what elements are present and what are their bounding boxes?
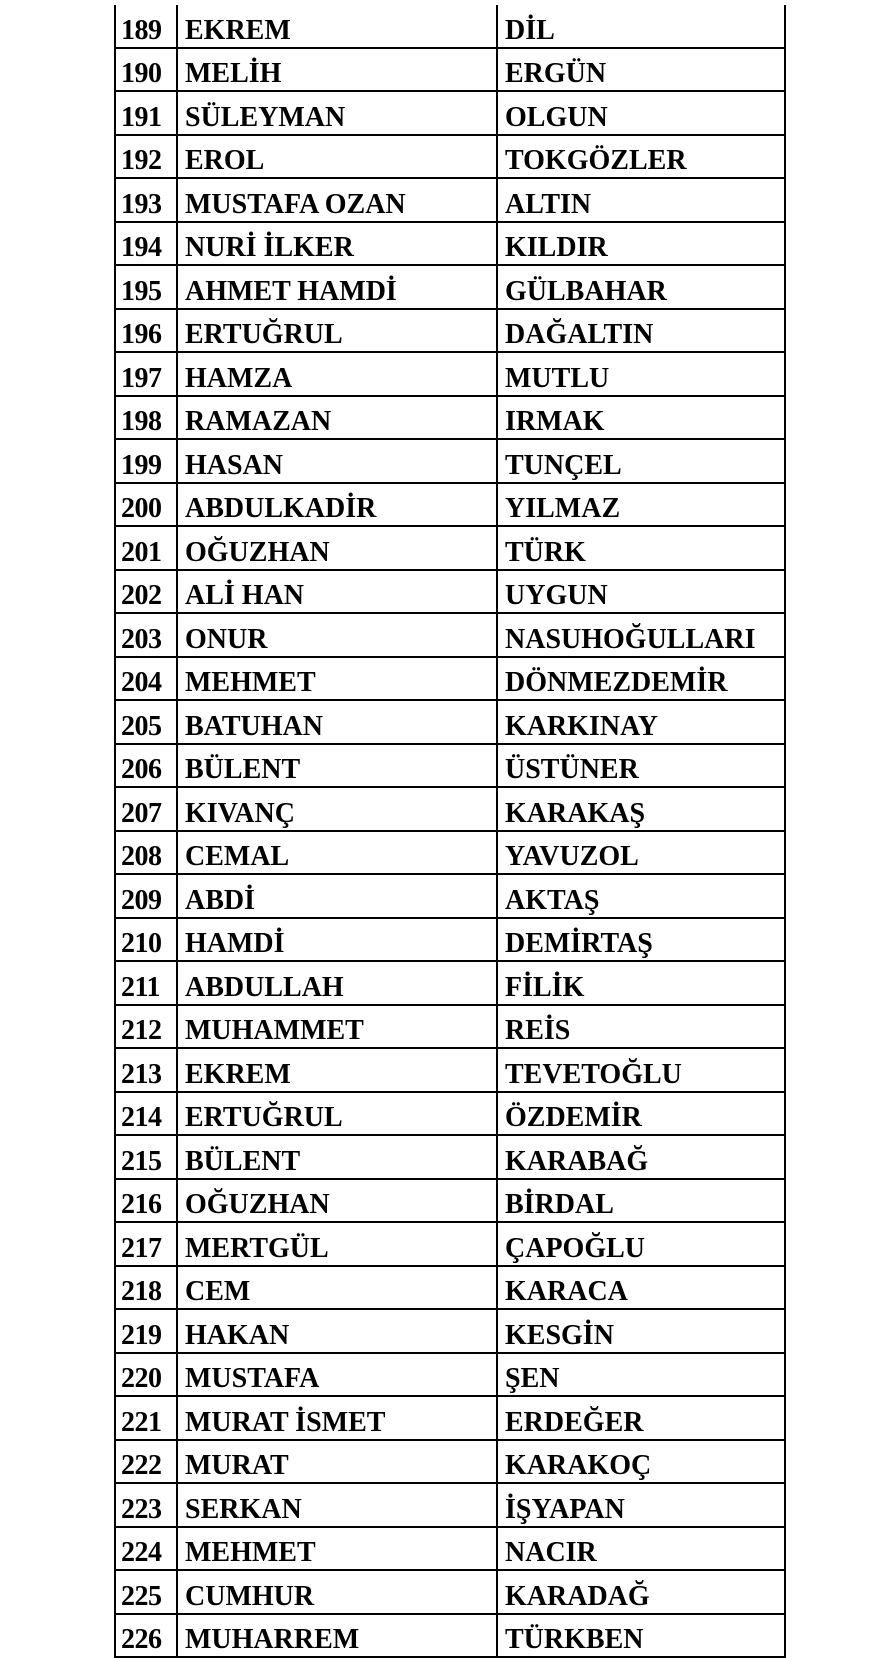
row-number-cell: 190	[115, 48, 177, 92]
row-number-cell: 194	[115, 222, 177, 266]
table-row	[115, 1527, 785, 1571]
table-body	[115, 5, 785, 1657]
row-number-cell: 209	[115, 874, 177, 918]
surname-cell: DEMİRTAŞ	[497, 918, 785, 962]
first-name-cell: EKREM	[177, 5, 497, 48]
surname-cell: TÜRKBEN	[497, 1614, 785, 1658]
surname-cell: KESGİN	[497, 1309, 785, 1353]
first-name-cell: BÜLENT	[177, 744, 497, 788]
table-row	[115, 961, 785, 1005]
table-row	[115, 178, 785, 222]
surname-cell: DAĞALTIN	[497, 309, 785, 353]
surname-cell: ERGÜN	[497, 48, 785, 92]
table-row	[115, 1396, 785, 1440]
row-number-cell: 221	[115, 1396, 177, 1440]
first-name-cell: ERTUĞRUL	[177, 1092, 497, 1136]
table-row	[115, 744, 785, 788]
surname-cell: ERDEĞER	[497, 1396, 785, 1440]
row-number-cell: 224	[115, 1527, 177, 1571]
table-row	[115, 831, 785, 875]
surname-cell: KARAKOÇ	[497, 1440, 785, 1484]
first-name-cell: NURİ İLKER	[177, 222, 497, 266]
row-number-cell: 202	[115, 570, 177, 614]
surname-cell: ŞEN	[497, 1353, 785, 1397]
first-name-cell: MERTGÜL	[177, 1222, 497, 1266]
first-name-cell: CUMHUR	[177, 1570, 497, 1614]
first-name-cell: ALİ HAN	[177, 570, 497, 614]
row-number-cell: 192	[115, 135, 177, 179]
row-number-cell: 205	[115, 700, 177, 744]
row-number-cell: 223	[115, 1483, 177, 1527]
first-name-cell: OĞUZHAN	[177, 1179, 497, 1223]
row-number-cell: 208	[115, 831, 177, 875]
surname-cell: AKTAŞ	[497, 874, 785, 918]
first-name-cell: HASAN	[177, 439, 497, 483]
row-number-cell: 200	[115, 483, 177, 527]
surname-cell: REİS	[497, 1005, 785, 1049]
row-number-cell: 198	[115, 396, 177, 440]
row-number-cell: 225	[115, 1570, 177, 1614]
row-number-cell: 191	[115, 91, 177, 135]
table-row	[115, 1048, 785, 1092]
row-number-cell: 201	[115, 526, 177, 570]
table-row	[115, 396, 785, 440]
row-number-cell: 211	[115, 961, 177, 1005]
first-name-cell: SERKAN	[177, 1483, 497, 1527]
surname-cell: FİLİK	[497, 961, 785, 1005]
surname-cell: IRMAK	[497, 396, 785, 440]
table-row	[115, 5, 785, 48]
row-number-cell: 226	[115, 1614, 177, 1658]
table-row	[115, 135, 785, 179]
first-name-cell: ABDULKADİR	[177, 483, 497, 527]
row-number-cell: 207	[115, 787, 177, 831]
table-row	[115, 1570, 785, 1614]
table-row	[115, 1179, 785, 1223]
surname-cell: TÜRK	[497, 526, 785, 570]
row-number-cell: 203	[115, 613, 177, 657]
surname-cell: YAVUZOL	[497, 831, 785, 875]
surname-cell: KARKINAY	[497, 700, 785, 744]
surname-cell: ÇAPOĞLU	[497, 1222, 785, 1266]
surname-cell: KILDIR	[497, 222, 785, 266]
row-number-cell: 213	[115, 1048, 177, 1092]
first-name-cell: MUSTAFA OZAN	[177, 178, 497, 222]
table-row	[115, 1266, 785, 1310]
surname-cell: ALTIN	[497, 178, 785, 222]
first-name-cell: BATUHAN	[177, 700, 497, 744]
table-row	[115, 1309, 785, 1353]
first-name-cell: OĞUZHAN	[177, 526, 497, 570]
surname-cell: İŞYAPAN	[497, 1483, 785, 1527]
surname-cell: NASUHOĞULLARI	[497, 613, 785, 657]
row-number-cell: 217	[115, 1222, 177, 1266]
row-number-cell: 214	[115, 1092, 177, 1136]
table-row	[115, 657, 785, 701]
surname-cell: TEVETOĞLU	[497, 1048, 785, 1092]
row-number-cell: 220	[115, 1353, 177, 1397]
table-row	[115, 48, 785, 92]
name-list-table	[114, 5, 786, 1658]
first-name-cell: RAMAZAN	[177, 396, 497, 440]
surname-cell: TOKGÖZLER	[497, 135, 785, 179]
surname-cell: KARABAĞ	[497, 1135, 785, 1179]
first-name-cell: EROL	[177, 135, 497, 179]
table-row	[115, 309, 785, 353]
row-number-cell: 204	[115, 657, 177, 701]
surname-cell: NACIR	[497, 1527, 785, 1571]
table-row	[115, 265, 785, 309]
surname-cell: UYGUN	[497, 570, 785, 614]
table-row	[115, 1614, 785, 1658]
row-number-cell: 218	[115, 1266, 177, 1310]
row-number-cell: 215	[115, 1135, 177, 1179]
row-number-cell: 199	[115, 439, 177, 483]
first-name-cell: MELİH	[177, 48, 497, 92]
row-number-cell: 222	[115, 1440, 177, 1484]
first-name-cell: MEHMET	[177, 1527, 497, 1571]
surname-cell: TUNÇEL	[497, 439, 785, 483]
row-number-cell: 196	[115, 309, 177, 353]
surname-cell: KARACA	[497, 1266, 785, 1310]
row-number-cell: 210	[115, 918, 177, 962]
first-name-cell: ABDULLAH	[177, 961, 497, 1005]
first-name-cell: MURAT İSMET	[177, 1396, 497, 1440]
table-row	[115, 91, 785, 135]
first-name-cell: MUHARREM	[177, 1614, 497, 1658]
table-row	[115, 570, 785, 614]
row-number-cell: 197	[115, 352, 177, 396]
row-number-cell: 212	[115, 1005, 177, 1049]
row-number-cell: 195	[115, 265, 177, 309]
table-row	[115, 1222, 785, 1266]
first-name-cell: ONUR	[177, 613, 497, 657]
table-row	[115, 874, 785, 918]
surname-cell: ÜSTÜNER	[497, 744, 785, 788]
table-row	[115, 1483, 785, 1527]
first-name-cell: HAMZA	[177, 352, 497, 396]
row-number-cell: 219	[115, 1309, 177, 1353]
surname-cell: ÖZDEMİR	[497, 1092, 785, 1136]
table-row	[115, 222, 785, 266]
table-row	[115, 483, 785, 527]
surname-cell: OLGUN	[497, 91, 785, 135]
surname-cell: KARAKAŞ	[497, 787, 785, 831]
surname-cell: BİRDAL	[497, 1179, 785, 1223]
table-row	[115, 1135, 785, 1179]
table-row	[115, 352, 785, 396]
first-name-cell: KIVANÇ	[177, 787, 497, 831]
row-number-cell: 193	[115, 178, 177, 222]
row-number-cell: 206	[115, 744, 177, 788]
first-name-cell: HAKAN	[177, 1309, 497, 1353]
first-name-cell: HAMDİ	[177, 918, 497, 962]
row-number-cell: 189	[115, 5, 177, 48]
table-row	[115, 1092, 785, 1136]
surname-cell: DÖNMEZDEMİR	[497, 657, 785, 701]
table-row	[115, 700, 785, 744]
first-name-cell: MEHMET	[177, 657, 497, 701]
first-name-cell: MUHAMMET	[177, 1005, 497, 1049]
first-name-cell: MUSTAFA	[177, 1353, 497, 1397]
first-name-cell: CEM	[177, 1266, 497, 1310]
first-name-cell: SÜLEYMAN	[177, 91, 497, 135]
table-row	[115, 526, 785, 570]
first-name-cell: MURAT	[177, 1440, 497, 1484]
surname-cell: DİL	[497, 5, 785, 48]
table-row	[115, 613, 785, 657]
row-number-cell: 216	[115, 1179, 177, 1223]
first-name-cell: ERTUĞRUL	[177, 309, 497, 353]
surname-cell: YILMAZ	[497, 483, 785, 527]
surname-cell: GÜLBAHAR	[497, 265, 785, 309]
first-name-cell: AHMET HAMDİ	[177, 265, 497, 309]
first-name-cell: BÜLENT	[177, 1135, 497, 1179]
table-row	[115, 787, 785, 831]
surname-cell: MUTLU	[497, 352, 785, 396]
first-name-cell: EKREM	[177, 1048, 497, 1092]
table-row	[115, 1440, 785, 1484]
first-name-cell: CEMAL	[177, 831, 497, 875]
table-row	[115, 918, 785, 962]
first-name-cell: ABDİ	[177, 874, 497, 918]
surname-cell: KARADAĞ	[497, 1570, 785, 1614]
table-row	[115, 1005, 785, 1049]
table-row	[115, 1353, 785, 1397]
table-row	[115, 439, 785, 483]
